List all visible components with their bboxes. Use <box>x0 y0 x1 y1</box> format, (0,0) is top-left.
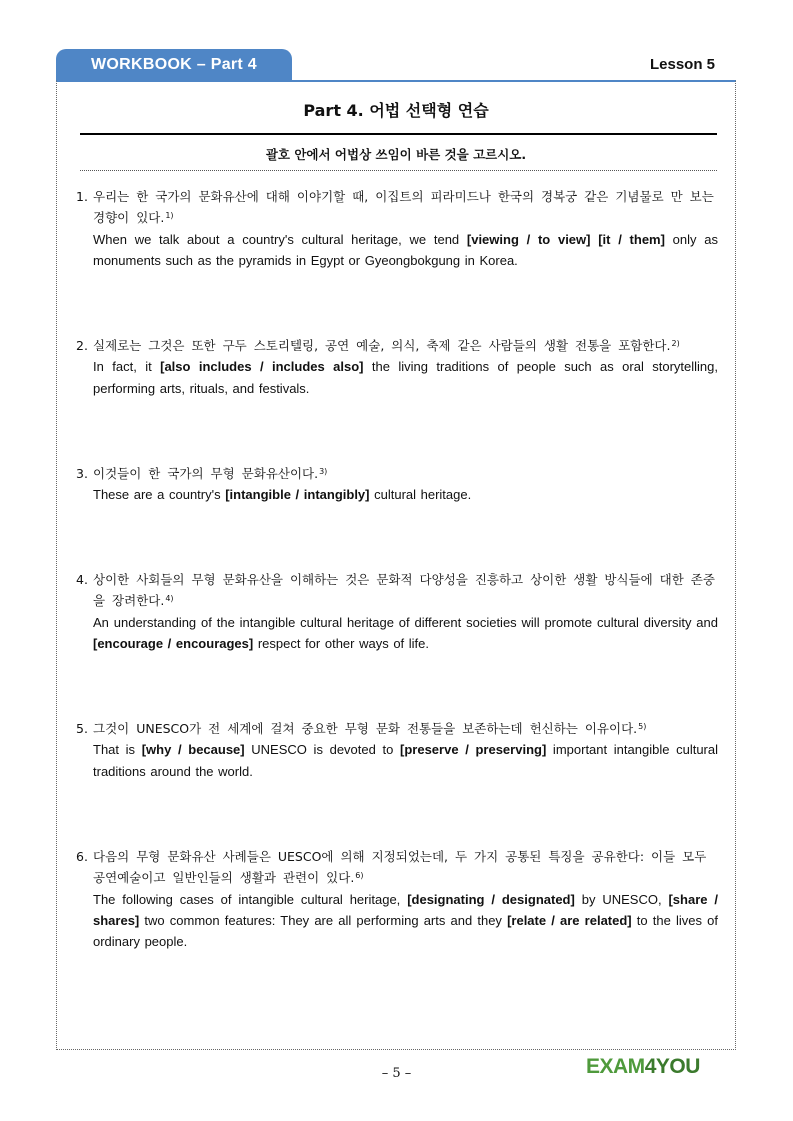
sentence-text: In fact, it <box>93 359 161 375</box>
sentence-text: important intangible cultural traditions around the world. <box>93 742 719 779</box>
question-number: 1. <box>76 189 88 204</box>
english-sentence <box>93 484 718 505</box>
english-sentence <box>93 356 718 399</box>
question-number: 4. <box>76 572 88 587</box>
english-sentence <box>93 739 718 782</box>
choice-bracket: [designating / designated] <box>407 891 575 907</box>
choice-bracket: [share / shares] <box>93 891 718 928</box>
english-sentence <box>93 229 718 272</box>
question-number: 2. <box>76 338 88 353</box>
sentence-text: An understanding of the intangible cultural heritage of different societies will promote cultural diversity and <box>93 614 718 630</box>
english-sentence <box>93 612 718 655</box>
footnote-marker: 1) <box>165 211 174 221</box>
korean-sentence: 실제로는 그것은 또한 구두 스토리텔링, 공연 예술, 의식, 축제 같은 사람들의 생활 전통을 포함한다.$^{2)}$ <box>93 338 680 353</box>
footnote-marker: 6) <box>355 871 364 881</box>
sentence-text: only as monuments such as the pyramids in Egypt or Gyeongbokgung in Korea. <box>93 231 718 268</box>
korean-sentence: 상이한 사회들의 무형 문화유산을 이해하는 것은 문화적 다양성을 진흥하고 상이한 생활 방식들에 대한 존중을 장려한다.$^{4)}$ <box>93 572 715 609</box>
sentence-text: by UNESCO, <box>574 891 669 907</box>
footnote-marker: 4) <box>165 594 174 604</box>
choice-bracket: [encourage / encourages] <box>93 635 254 651</box>
footnote-marker: 2) <box>671 339 680 348</box>
question-6 <box>76 846 718 952</box>
choice-bracket: [it / them] <box>598 231 665 247</box>
sentence-text: UNESCO is devoted to <box>244 742 401 758</box>
question-3 <box>76 463 718 506</box>
choice-bracket: [intangible / intangibly] <box>225 487 370 503</box>
sentence-text: The following cases of intangible cultural heritage, <box>93 891 408 907</box>
choice-bracket: [relate / are related] <box>507 912 632 928</box>
choice-bracket: [also includes / includes also] <box>160 359 364 375</box>
question-number: 6. <box>76 849 88 864</box>
korean-sentence: 그것이 UNESCO가 전 세계에 걸쳐 중요한 무형 문화 전통들을 보존하는데 헌신하는 이유이다.$^{5)}$ <box>93 721 647 736</box>
korean-sentence: 이것들이 한 국가의 무형 문화유산이다.$^{3)}$ <box>93 466 328 481</box>
question-number: 5. <box>76 721 88 736</box>
choice-bracket: [preserve / preserving] <box>400 742 547 758</box>
page-number: – 5 – <box>381 1066 412 1081</box>
question-1 <box>76 186 718 271</box>
sentence-text: to the lives of ordinary people. <box>93 912 718 950</box>
lesson-label: Lesson 5 <box>649 56 715 73</box>
korean-sentence: 우리는 한 국가의 문화유산에 대해 이야기할 때, 이집트의 피라미드나 한국의 경복궁 같은 기념물로 만 보는 경향이 있다.$^{1)}$ <box>93 189 714 226</box>
choice-bracket: [viewing / to view] <box>466 231 591 247</box>
sentence-text: When we talk about a country's cultural heritage, we tend <box>93 231 467 247</box>
sentence-text: cultural heritage. <box>369 487 472 503</box>
part-title: Part 4. 어법 선택형 연습 <box>303 101 489 120</box>
instruction-divider <box>80 170 717 171</box>
instruction: 괄호 안에서 어법상 쓰임이 바른 것을 고르시오. <box>265 147 527 162</box>
sentence-text: These are a country's <box>93 487 226 503</box>
korean-sentence: 다음의 무형 문화유산 사례들은 UESCO에 의해 지정되었는데, 두 가지 공통된 특징을 공유한다: 이들 모두 공연예술이고 일반인들의 생활과 관련이 있다.$^{6)}$ <box>93 849 707 886</box>
exam4you-logo: EXAM4YOU <box>586 1055 700 1078</box>
sentence-text: That is <box>93 742 142 758</box>
question-2 <box>76 335 718 399</box>
footnote-marker: 5) <box>638 722 647 731</box>
english-sentence <box>93 889 718 953</box>
question-4 <box>76 569 718 654</box>
choice-bracket: [why / because] <box>141 742 245 758</box>
question-number: 3. <box>76 466 88 481</box>
title-divider <box>80 133 717 135</box>
footnote-marker: 3) <box>319 467 328 476</box>
sentence-text: the living traditions of people such as oral storytelling, performing arts, rituals, and festivals. <box>93 359 719 396</box>
workbook-tab: WORKBOOK – Part 4 <box>56 49 292 81</box>
sentence-text: respect for other ways of life. <box>253 635 430 651</box>
question-5 <box>76 718 718 782</box>
sentence-text: two common features: They are all performing arts and they <box>139 912 508 928</box>
